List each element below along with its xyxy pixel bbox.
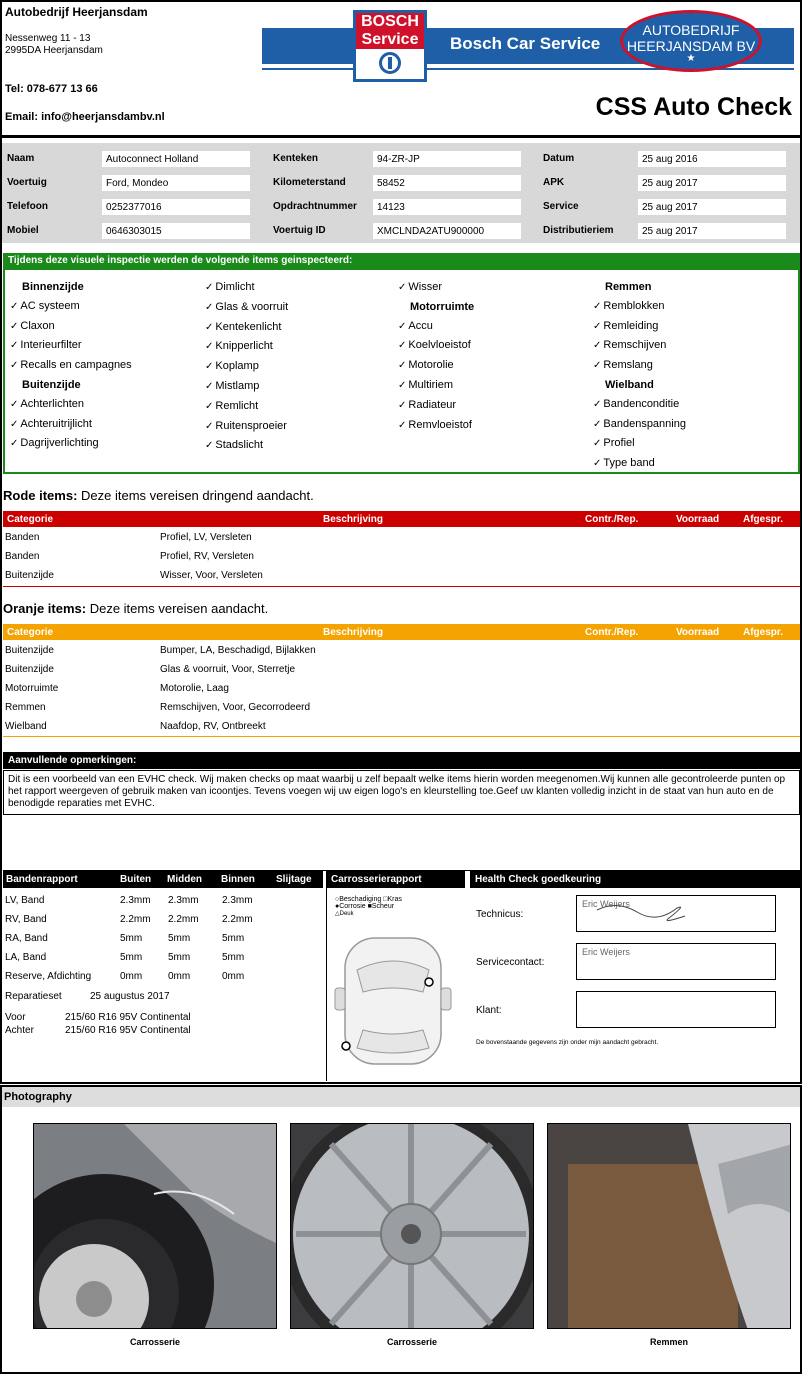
inspection-column (398, 278, 474, 435)
inspection-item: ✓ Recalls en campagnes (10, 356, 132, 376)
inspection-item: ✓ Remleiding (593, 317, 686, 337)
inspection-item: ✓ Multiriem (398, 376, 474, 396)
body-panel-border (326, 871, 327, 1081)
item-description: Remschijven, Voor, Gecorrodeerd (160, 702, 311, 713)
corrosion-dot-icon: ● (335, 903, 340, 910)
orange-items-title-bold: Oranje items: (3, 601, 87, 616)
inspection-item: ✓ Kentekenlicht (205, 318, 288, 338)
scratch-square-icon: □ (383, 896, 388, 903)
remarks-text: Dit is een voorbeeld van een EVHC check. Wij maken checks op maat waarbij u zelf bepaalt welke items hierin worden meegenomen.Wij kunnen alle gecontroleerde punten op het rapport weergeven of gebruik maken van icoontjes. Tevens voegen wij uw eigen logo's en kleurstelling toe.Geef uw klanten volledig inzicht in de staat van hun auto en de benodigde reparaties met EVHC. (3, 770, 800, 815)
tyre-depth-midden: 5mm (168, 952, 191, 963)
rear-tyre-label: Achter (5, 1025, 34, 1036)
photo-2[interactable] (290, 1123, 534, 1329)
bosch-logo-top: BOSCH (356, 13, 424, 31)
photo-1[interactable] (33, 1123, 277, 1329)
dent-triangle-icon: △ (335, 911, 340, 917)
photo-1-caption: Carrosserie (129, 1337, 181, 1347)
address-line-2: 2995DA Heerjansdam (5, 45, 103, 56)
inspection-item: ✓ Dimlicht (205, 278, 288, 298)
health-check-header (470, 871, 800, 888)
inspection-item: ✓ Radiateur (398, 396, 474, 416)
address-line-1: Nessenweg 11 - 13 (5, 33, 91, 44)
tyre-col-binnen: Binnen (221, 874, 255, 885)
inspection-item: ✓ Ruitensproeier (205, 417, 288, 437)
tyre-depth-binnen: 5mm (222, 952, 245, 963)
inspection-item: ✓ Remblokken (593, 297, 686, 317)
tyre-depth-midden: 2.3mm (168, 895, 199, 906)
item-category: Buitenzijde (5, 645, 54, 656)
info-label: APK (543, 177, 565, 188)
inspection-column (593, 278, 686, 474)
inspection-item: ✓ Remslang (593, 356, 686, 376)
item-description: Wisser, Voor, Versleten (160, 570, 263, 581)
body-legend-row-2 (335, 903, 402, 910)
info-label: Service (543, 201, 579, 212)
info-value: 0252377016 (102, 199, 250, 215)
tyre-depth-binnen: 0mm (222, 971, 245, 982)
item-category: Motorruimte (5, 683, 59, 694)
damage-marker-rear-left[interactable] (342, 1042, 350, 1050)
inspection-item: ✓ Mistlamp (205, 377, 288, 397)
rear-tyre-value: 215/60 R16 95V Continental (65, 1025, 191, 1036)
klant-label: Klant: (476, 1005, 502, 1016)
item-category: Banden (5, 551, 40, 562)
photo-2-caption: Carrosserie (386, 1337, 438, 1347)
photo-3-image (548, 1124, 791, 1329)
inspection-item: ✓ Stadslicht (205, 436, 288, 456)
tyre-depth-buiten: 5mm (120, 952, 143, 963)
remarks-heading: Aanvullende opmerkingen: (3, 752, 800, 769)
tyre-depth-buiten: 0mm (120, 971, 143, 982)
tyre-depth-binnen: 2.3mm (222, 895, 253, 906)
inspection-column (205, 278, 288, 456)
repair-kit-label: Reparatieset (5, 991, 62, 1002)
info-value: 14123 (373, 199, 521, 215)
inspection-item: ✓ Interieurfilter (10, 336, 132, 356)
tyre-name: LA, Band (5, 952, 47, 963)
tyre-name: RV, Band (5, 914, 47, 925)
inspection-group-heading: Remmen (605, 281, 652, 293)
tyre-depth-buiten: 2.2mm (120, 914, 151, 925)
red-header-contr: Contr./Rep. (585, 514, 639, 525)
tear-square-icon: ■ (367, 903, 372, 910)
page-title: CSS Auto Check (595, 93, 792, 121)
photo-heading-bar (2, 1087, 800, 1107)
health-check-title: Health Check goedkeuring (475, 874, 602, 885)
info-label: Naam (7, 153, 35, 164)
phone: Tel: 078-677 13 66 (5, 83, 98, 95)
inspection-item: ✓ Achterlichten (10, 395, 132, 415)
info-label: Datum (543, 153, 575, 164)
red-header-description: Beschrijving (323, 514, 384, 525)
inspection-item: ✓ Wisser (398, 278, 474, 298)
legend-tear: Scheur (371, 903, 395, 910)
front-tyre-value: 215/60 R16 95V Continental (65, 1012, 191, 1023)
tyre-depth-buiten: 2.3mm (120, 895, 151, 906)
item-description: Naafdop, RV, Ontbreekt (160, 721, 266, 732)
red-header-category: Categorie (7, 514, 54, 525)
photo-2-image (291, 1124, 534, 1329)
tyre-report-header (3, 871, 323, 888)
inspection-group-heading: Buitenzijde (22, 378, 81, 391)
legend-dent: Deuk (339, 911, 354, 917)
info-value: 25 aug 2017 (638, 199, 786, 215)
orange-header-contr: Contr./Rep. (585, 627, 639, 638)
tyre-depth-binnen: 5mm (222, 933, 245, 944)
inspection-item: ✓ Remvloeistof (398, 416, 474, 436)
orange-items-title-rest: Deze items vereisen aandacht. (86, 601, 269, 616)
photo-1-image (34, 1124, 277, 1329)
servicecontact-label: Servicecontact: (476, 957, 545, 968)
info-value: Autoconnect Holland (102, 151, 250, 167)
orange-table-header (3, 624, 800, 640)
item-description: Motorolie, Laag (160, 683, 229, 694)
inspection-item: ✓ Dagrijverlichting (10, 434, 132, 454)
info-label: Kilometerstand (273, 177, 346, 188)
orange-header-description: Beschrijving (323, 627, 384, 638)
car-diagram (333, 930, 453, 1070)
dealer-oval-line2: HEERJANSDAM BV (626, 38, 756, 54)
info-value: Ford, Mondeo (102, 175, 250, 191)
legend-scratch: Kras (387, 896, 402, 903)
info-label: Kenteken (273, 153, 319, 164)
info-value: 25 aug 2017 (638, 175, 786, 191)
tyre-report-title: Bandenrapport (6, 874, 78, 885)
technicus-label: Technicus: (476, 909, 524, 920)
front-tyre-label: Voor (5, 1012, 26, 1023)
legend-damage: Beschadiging (339, 896, 382, 903)
inspection-item: ✓ Achteruitrijlicht (10, 415, 132, 435)
info-value: 0646303015 (102, 223, 250, 239)
info-value: 25 aug 2017 (638, 223, 786, 239)
photo-heading: Photography (4, 1091, 72, 1103)
inspection-item: ✓ Bandenspanning (593, 415, 686, 435)
info-value: XMCLNDA2ATU900000 (373, 223, 521, 239)
windshield-shape (357, 961, 429, 992)
technicus-value: Eric Weijers (582, 899, 630, 909)
inspection-item: ✓ Bandenconditie (593, 395, 686, 415)
info-value: 58452 (373, 175, 521, 191)
info-label: Opdrachtnummer (273, 201, 357, 212)
servicecontact-value: Eric Weijers (582, 947, 630, 957)
item-category: Banden (5, 532, 40, 543)
bosch-logo-bottom: Service (356, 31, 424, 49)
inspection-heading: Tijdens deze visuele inspectie werden de volgende items geinspecteerd: (3, 253, 800, 270)
dealer-oval (620, 10, 762, 72)
red-header-afgespr: Afgespr. (743, 514, 784, 525)
tyre-depth-midden: 5mm (168, 933, 191, 944)
inspection-item: ✓ Remlicht (205, 397, 288, 417)
inspection-group-heading: Wielband (605, 378, 654, 391)
orange-items-title (3, 601, 268, 616)
tyre-depth-binnen: 2.2mm (222, 914, 253, 925)
orange-table-bottom-line (3, 736, 800, 737)
signature-scribble (577, 896, 775, 931)
right-mirror-shape (441, 988, 451, 1010)
inspection-item: ✓ Remschijven (593, 336, 686, 356)
body-legend-row-3 (335, 910, 402, 917)
item-category: Wielband (5, 721, 47, 732)
item-description: Profiel, RV, Versleten (160, 551, 254, 562)
red-items-title (3, 488, 314, 503)
damage-circle-icon: ○ (335, 896, 340, 903)
inspection-group-heading: Binnenzijde (22, 281, 84, 293)
inspection-item: ✓ Type band (593, 454, 686, 474)
item-category: Buitenzijde (5, 570, 54, 581)
body-report-header (327, 871, 465, 888)
bosch-logo (353, 10, 427, 82)
red-items-title-bold: Rode items: (3, 488, 78, 503)
servicecontact-box[interactable] (576, 943, 776, 980)
red-table-bottom-line (3, 586, 800, 587)
red-table-header (3, 511, 800, 527)
info-label: Voertuig (7, 177, 47, 188)
banner-text: Bosch Car Service (450, 34, 601, 53)
dealer-oval-line1: AUTOBEDRIJF (642, 22, 740, 38)
email: Email: info@heerjansdambv.nl (5, 111, 165, 123)
technicus-signature-box[interactable] (576, 895, 776, 932)
item-category: Buitenzijde (5, 664, 54, 675)
info-label: Voertuig ID (273, 225, 326, 236)
tyre-name: Reserve, Afdichting (5, 971, 92, 982)
damage-marker-front-right[interactable] (425, 978, 433, 986)
info-value: 94-ZR-JP (373, 151, 521, 167)
info-label: Mobiel (7, 225, 39, 236)
tyre-depth-midden: 2.2mm (168, 914, 199, 925)
inspection-item: ✓ Koelvloeistof (398, 336, 474, 356)
inspection-item: ✓ AC systeem (10, 297, 132, 317)
bosch-armature-icon (379, 52, 401, 74)
tyre-depth-buiten: 5mm (120, 933, 143, 944)
orange-header-category: Categorie (7, 627, 54, 638)
red-header-voorraad: Voorraad (676, 514, 720, 525)
inspection-item: ✓ Claxon (10, 317, 132, 337)
body-legend-row-1 (335, 896, 402, 903)
orange-header-voorraad: Voorraad (676, 627, 720, 638)
tyre-name: LV, Band (5, 895, 45, 906)
tyre-name: RA, Band (5, 933, 48, 944)
tyre-col-buiten: Buiten (120, 874, 152, 885)
photo-3-caption: Remmen (649, 1337, 688, 1347)
photo-3[interactable] (547, 1123, 791, 1329)
repair-kit-date: 25 augustus 2017 (90, 991, 170, 1002)
info-label: Telefoon (7, 201, 48, 212)
item-category: Remmen (5, 702, 46, 713)
star-icon: ★ (686, 53, 696, 64)
inspection-item: ✓ Glas & voorruit (205, 298, 288, 318)
inspection-group-heading: Motorruimte (410, 300, 475, 313)
item-description: Profiel, LV, Versleten (160, 532, 252, 543)
info-label: Distributieriem (543, 225, 614, 236)
legend-corrosion: Corrosie (339, 903, 366, 910)
inspection-item: ✓ Profiel (593, 434, 686, 454)
orange-header-afgespr: Afgespr. (743, 627, 784, 638)
inspection-column (10, 278, 132, 454)
tyre-col-midden: Midden (167, 874, 202, 885)
inspection-item: ✓ Accu (398, 317, 474, 337)
inspection-item: ✓ Knipperlicht (205, 337, 288, 357)
red-items-title-rest: Deze items vereisen dringend aandacht. (77, 488, 314, 503)
inspection-item: ✓ Koplamp (205, 357, 288, 377)
klant-signature-box[interactable] (576, 991, 776, 1028)
tyre-depth-midden: 0mm (168, 971, 191, 982)
approval-note: De bovenstaande gegevens zijn onder mijn aandacht gebracht. (476, 1039, 659, 1046)
body-report-title: Carrosserierapport (331, 874, 422, 885)
tyre-col-slijtage: Slijtage (276, 874, 312, 885)
body-legend (335, 896, 402, 917)
inspection-item: ✓ Motorolie (398, 356, 474, 376)
item-description: Bumper, LA, Beschadigd, Bijlakken (160, 645, 316, 656)
info-value: 25 aug 2016 (638, 151, 786, 167)
item-description: Glas & voorruit, Voor, Sterretje (160, 664, 296, 675)
left-mirror-shape (335, 988, 345, 1010)
company-name: Autobedrijf Heerjansdam (5, 5, 148, 19)
